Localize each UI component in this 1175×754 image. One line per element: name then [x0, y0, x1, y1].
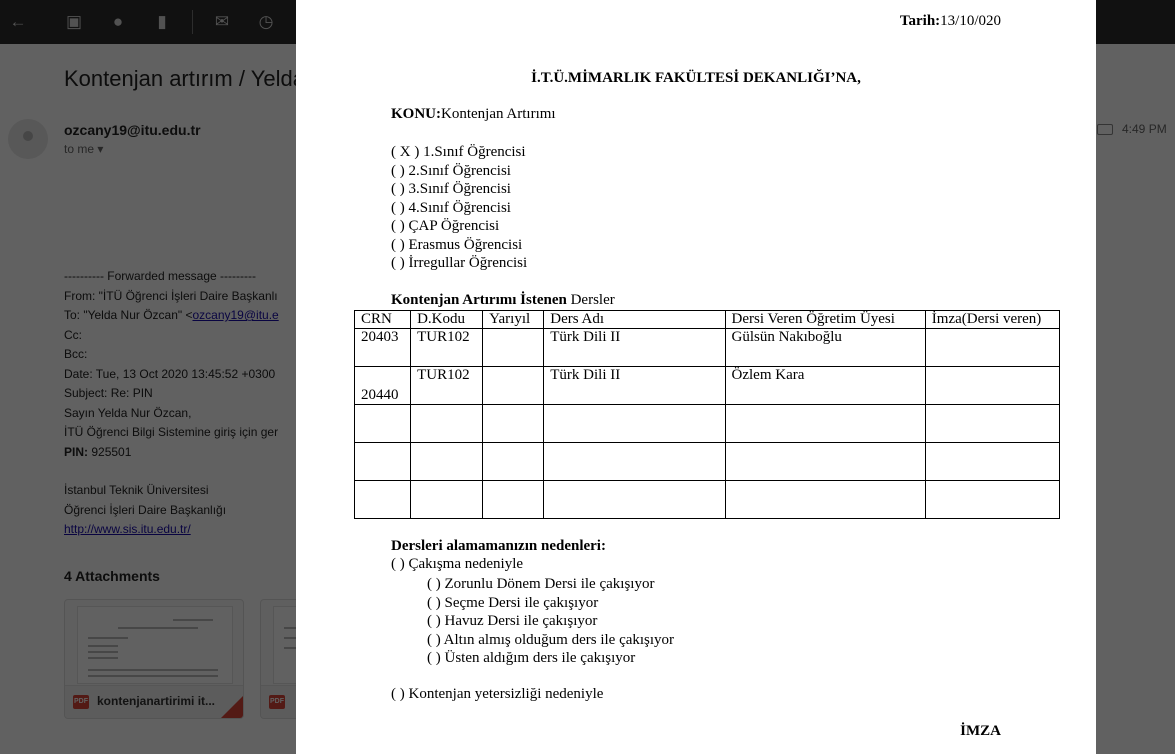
conflict-reason-item: ( ) Üsten aldığım ders ile çakışıyor	[427, 650, 636, 666]
semester-cell	[483, 405, 544, 443]
instructor-cell	[725, 405, 925, 443]
signature-cell	[925, 367, 1059, 405]
signature-cell	[925, 329, 1059, 367]
document-addressee: İ.T.Ü.MİMARLIK FAKÜLTESİ DEKANLIĞI’NA,	[531, 70, 861, 86]
semester-cell	[483, 367, 544, 405]
conflict-reason-item: ( ) Zorunlu Dönem Dersi ile çakışıyor	[427, 576, 655, 592]
table-row	[355, 367, 1060, 405]
signature-cell	[925, 481, 1059, 519]
student-type-item: ( ) 4.Sınıf Öğrencisi	[391, 199, 511, 216]
table-header-row	[355, 311, 1060, 329]
course-name-cell	[544, 405, 725, 443]
subject-label: KONU:	[391, 106, 441, 122]
conflict-reason-list	[427, 575, 674, 668]
instructor-cell: Gülsün Nakıboğlu	[725, 329, 925, 367]
column-header: Dersi Veren Öğretim Üyesi	[725, 311, 925, 329]
document-date	[900, 13, 1001, 30]
reason-quota: ( ) Kontenjan yetersizliği nedeniyle	[391, 686, 604, 702]
course-code-cell	[411, 405, 483, 443]
pdf-document-preview	[296, 0, 1096, 754]
table-row	[355, 329, 1060, 367]
reason-conflict: ( ) Çakışma nedeniyle	[391, 556, 524, 572]
semester-cell	[483, 329, 544, 367]
student-type-item: ( ) Erasmus Öğrencisi	[391, 236, 523, 253]
column-header: D.Kodu	[411, 311, 483, 329]
conflict-reason-item: ( ) Havuz Dersi ile çakışıyor	[427, 613, 598, 629]
date-value: 13/10/020	[940, 13, 1001, 29]
conflict-reason-item: ( ) Seçme Dersi ile çakışıyor	[427, 594, 599, 611]
signature-cell	[925, 443, 1059, 481]
crn-cell	[355, 405, 411, 443]
document-signature-label: İMZA	[960, 723, 1001, 739]
crn-cell	[355, 443, 411, 481]
semester-cell	[483, 443, 544, 481]
crn-cell: 20440	[355, 367, 411, 405]
course-name-cell: Türk Dili II	[544, 329, 725, 367]
course-name-cell: Türk Dili II	[544, 367, 725, 405]
course-name-cell	[544, 443, 725, 481]
date-label: Tarih:	[899, 13, 941, 29]
student-type-item: ( ) İrregullar Öğrencisi	[391, 255, 528, 271]
document-subject	[391, 106, 556, 123]
course-name-cell	[544, 481, 725, 519]
table-row	[355, 481, 1060, 519]
course-code-cell: TUR102	[411, 329, 483, 367]
course-code-cell	[411, 481, 483, 519]
student-type-item: ( ) 3.Sınıf Öğrencisi	[391, 181, 511, 197]
conflict-reason-item: ( ) Altın almış olduğum ders ile çakışıyor	[427, 631, 675, 648]
crn-cell: 20403	[355, 329, 411, 367]
crn-cell	[355, 481, 411, 519]
instructor-cell	[725, 443, 925, 481]
column-header: Yarıyıl	[483, 311, 544, 329]
course-table-heading	[391, 292, 615, 309]
column-header: CRN	[355, 311, 411, 329]
semester-cell	[483, 481, 544, 519]
signature-cell	[925, 405, 1059, 443]
course-code-cell	[411, 443, 483, 481]
student-type-item: ( ) ÇAP Öğrencisi	[391, 218, 500, 234]
instructor-cell: Özlem Kara	[725, 367, 925, 405]
student-type-item: ( ) 2.Sınıf Öğrencisi	[391, 162, 511, 179]
column-header: Ders Adı	[544, 311, 725, 329]
student-type-list	[391, 143, 527, 273]
instructor-cell	[725, 481, 925, 519]
table-heading-bold: Kontenjan Artırımı İstenen	[391, 292, 567, 308]
course-code-cell: TUR102	[411, 367, 483, 405]
subject-value: Kontenjan Artırımı	[441, 106, 556, 122]
table-heading-rest: Dersler	[566, 292, 615, 308]
reasons-heading: Dersleri alamamanızın nedenleri:	[391, 538, 606, 554]
table-row	[355, 405, 1060, 443]
student-type-item: ( X ) 1.Sınıf Öğrencisi	[391, 144, 526, 160]
table-row	[355, 443, 1060, 481]
course-table	[354, 310, 1060, 519]
column-header: İmza(Dersi veren)	[925, 311, 1059, 329]
